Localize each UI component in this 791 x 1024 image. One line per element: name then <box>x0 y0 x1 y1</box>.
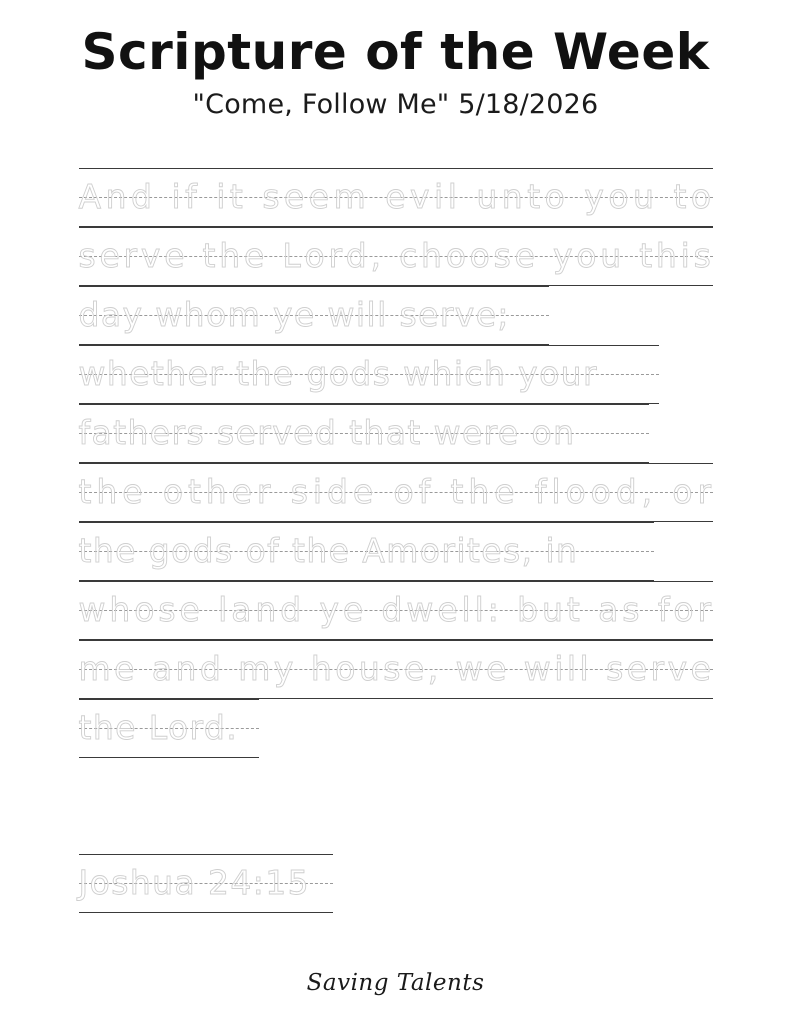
trace-text: t h e o t h e r s i d e o f t h e f l o o d , o r <box>78 471 713 511</box>
rule-top <box>79 345 659 346</box>
rule-top <box>79 227 713 228</box>
trace-line <box>79 404 649 463</box>
page-header <box>0 23 791 120</box>
page-footer <box>0 970 791 996</box>
trace-line <box>79 640 713 699</box>
trace-text: the gods of the Amorites, in <box>78 530 579 570</box>
trace-line <box>79 168 713 227</box>
rule-top <box>79 640 713 641</box>
rule-top <box>79 286 549 287</box>
trace-text: s e r v e t h e L o r d , c h o o s e y o u t h i s <box>78 235 713 275</box>
scripture-reference-line <box>79 854 333 913</box>
rule-top <box>79 854 333 855</box>
rule-top <box>79 404 649 405</box>
trace-text: w h o s e l a n d y e d w e l l : b u t a s f o r <box>78 589 713 629</box>
trace-line <box>79 699 259 758</box>
rule-top <box>79 168 713 169</box>
trace-text: the Lord. <box>78 707 239 747</box>
trace-text: whether the gods which your <box>78 353 598 393</box>
scripture-reference-text: Joshua 24:15 <box>78 862 311 902</box>
rule-top <box>79 463 713 464</box>
spacer <box>79 758 713 854</box>
trace-line <box>79 286 549 345</box>
tracing-practice-area <box>79 168 713 913</box>
trace-text: A n d i f i t s e e m e v i l u n t o y o u t o <box>78 176 713 216</box>
rule-top <box>79 522 654 523</box>
trace-line <box>79 227 713 286</box>
rule-top <box>79 699 259 700</box>
brand-label: Saving Talents <box>306 970 485 996</box>
rule-baseline <box>79 757 259 758</box>
trace-line <box>79 522 654 581</box>
rule-top <box>79 581 713 582</box>
trace-text: day whom ye will serve; <box>78 294 510 334</box>
trace-line <box>79 345 659 404</box>
page-subtitle: "Come, Follow Me" 5/18/2026 <box>192 88 599 120</box>
trace-line <box>79 581 713 640</box>
page-title: Scripture of the Week <box>81 23 710 81</box>
trace-text: m e a n d m y h o u s e , w e w i l l s e r v e <box>78 648 713 688</box>
trace-line <box>79 463 713 522</box>
rule-baseline <box>79 912 333 913</box>
trace-text: fathers served that were on <box>78 412 576 452</box>
